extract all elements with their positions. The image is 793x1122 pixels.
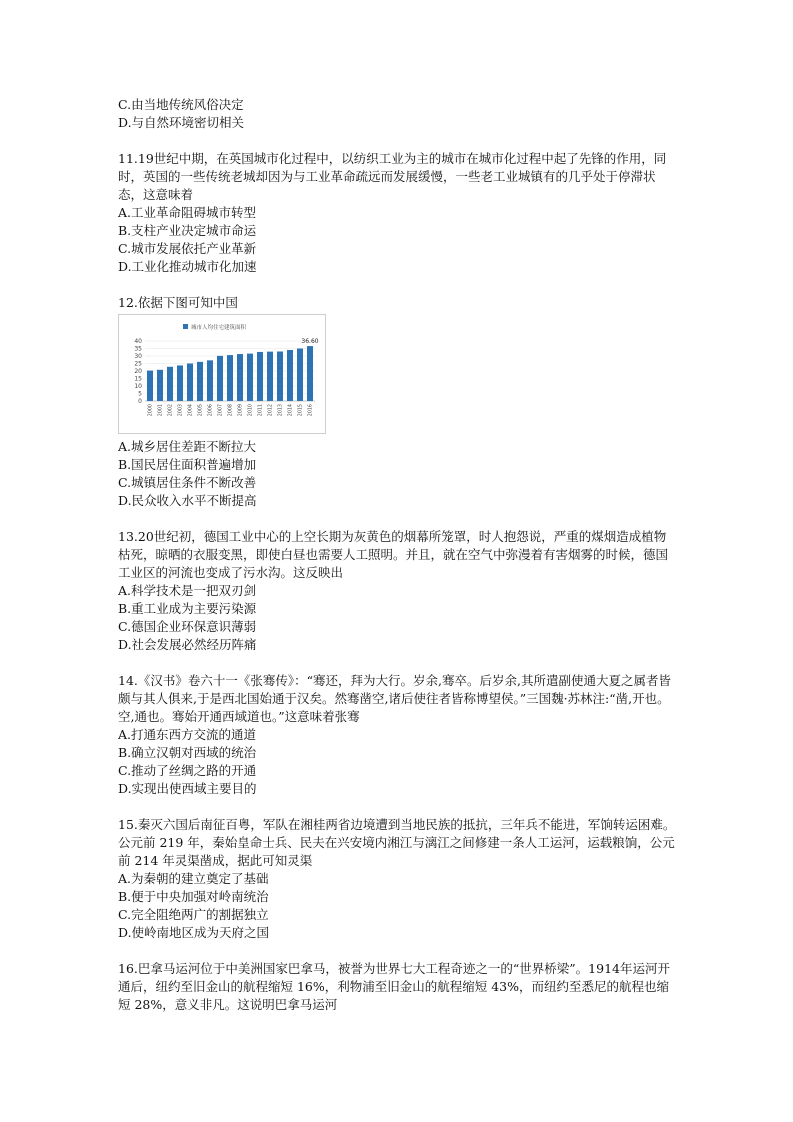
x-tick-label: 2016 — [308, 404, 314, 417]
exam-page — [118, 96, 678, 1014]
bar — [197, 362, 203, 401]
legend-label: 城市人均住宅建筑面积 — [191, 325, 247, 331]
q12-option-a: A.城乡居住差距不断拉大 — [118, 439, 257, 454]
q14-option-c: C.推动了丝绸之路的开通 — [118, 763, 257, 778]
y-tick-label: 25 — [134, 360, 142, 368]
housing-area-chart — [118, 314, 326, 434]
bar — [207, 360, 213, 401]
x-tick-label: 2013 — [278, 404, 284, 417]
y-tick-label: 5 — [138, 390, 142, 398]
y-tick-label: 20 — [134, 368, 142, 375]
x-tick-label: 2005 — [198, 404, 204, 417]
y-tick-label: 0 — [138, 398, 142, 405]
q14-option-b: B.确立汉朝对西域的统治 — [118, 745, 257, 760]
x-tick-label: 2008 — [228, 404, 234, 417]
x-tick-label: 2010 — [248, 404, 254, 417]
bar — [187, 364, 193, 402]
bar — [247, 354, 253, 401]
bar — [237, 354, 243, 401]
q15-option-b: B.便于中央加强对岭南统治 — [118, 889, 269, 904]
bar — [227, 355, 233, 401]
q13-stem: 13.20世纪初，德国工业中心的上空长期为灰黄色的烟幕所笼罩，时人抱怨说，严重的煤烟造成植物枯死，晾晒的衣服变黑，即使白昼也需要人工照明。并且，就在空气中弥漫着有害烟雾的时候，德国工业区的河流也变成了污水沟。这反映出 — [118, 529, 669, 580]
q13-option-b: B.重工业成为主要污染源 — [118, 601, 257, 616]
q12-option-b: B.国民居住面积普遍增加 — [118, 457, 257, 472]
q12-option-d: D.民众收入水平不断提高 — [118, 493, 257, 508]
q11-option-b: B.支柱产业决定城市命运 — [118, 223, 257, 238]
y-tick-label: 30 — [134, 353, 142, 360]
legend-swatch — [183, 324, 188, 329]
q15-option-c: C.完全阻绝两广的割据独立 — [118, 907, 269, 922]
bar — [257, 352, 263, 401]
q13-option-c: C.德国企业环保意识薄弱 — [118, 619, 257, 634]
q15-stem: 15.秦灭六国后南征百粤，军队在湘桂两省边境遭到当地民族的抵抗，三年兵不能进，军饷转运困难。公元前 219 年，秦始皇命士兵、民夫在兴安境内湘江与漓江之间修建一条人工运河，运载粮饷，公元前 214 年灵渠凿成，据此可知灵渠 — [118, 817, 676, 868]
q10-option-c: C.由当地传统风俗决定 — [118, 97, 244, 112]
bar — [147, 371, 153, 401]
bar — [277, 352, 283, 402]
q14-option-d: D.实现出使西域主要目的 — [118, 781, 257, 796]
bar-chart-svg — [119, 315, 325, 433]
x-tick-label: 2004 — [188, 404, 194, 417]
bar — [167, 367, 173, 401]
q13-option-a: A.科学技术是一把双刃剑 — [118, 583, 257, 598]
x-tick-label: 2006 — [208, 404, 214, 417]
x-tick-label: 2009 — [238, 404, 244, 417]
q11-option-d: D.工业化推动城市化加速 — [118, 259, 257, 274]
q15-option-a: A.为秦朝的建立奠定了基础 — [118, 871, 269, 886]
x-tick-label: 2002 — [168, 404, 174, 417]
bar — [157, 370, 163, 401]
q12-option-c: C.城镇居住条件不断改善 — [118, 475, 257, 490]
x-tick-label: 2003 — [178, 404, 184, 417]
q14-stem: 14.《汉书》卷六十一《张骞传》：“骞还，拜为大行。岁余,骞卒。后岁余,其所遣副使通大夏之属者皆颇与其人俱来,于是西北国始通于汉矣。然骞凿空,诸后使往者皆称博望侯。”三国魏·苏林注:“凿,开也。空,通也。骞始开通西域道也。”这意味着张骞 — [118, 673, 671, 724]
bar — [177, 365, 183, 401]
q12-stem: 12.依据下图可知中国 — [118, 295, 238, 310]
q10-option-d: D.与自然环境密切相关 — [118, 115, 245, 130]
x-tick-label: 2001 — [158, 404, 164, 417]
q14-option-a: A.打通东西方交流的通道 — [118, 727, 257, 742]
x-tick-label: 2012 — [268, 404, 274, 417]
q16-stem: 16.巴拿马运河位于中美洲国家巴拿马，被誉为世界七大工程奇迹之一的“世界桥梁”。1914年运河开通后，纽约至旧金山的航程缩短 16%，利物浦至旧金山的航程缩短 43%，而纽约至悉尼的航程也缩短 28%，意义非凡。这说明巴拿马运河 — [118, 961, 670, 1012]
x-tick-label: 2014 — [288, 404, 294, 417]
bar — [267, 352, 273, 401]
q11-option-a: A.工业革命阻碍城市转型 — [118, 205, 257, 220]
y-tick-label: 15 — [134, 375, 142, 383]
x-tick-label: 2011 — [258, 404, 264, 417]
bar — [217, 356, 223, 401]
x-tick-label: 2000 — [148, 404, 154, 417]
q13-option-d: D.社会发展必然经历阵痛 — [118, 637, 257, 652]
bar — [287, 350, 293, 401]
data-label: 36.60 — [301, 338, 319, 346]
x-tick-label: 2007 — [218, 404, 224, 417]
bar — [297, 349, 303, 402]
q11-stem: 11.19世纪中期，在英国城市化过程中，以纺织工业为主的城市在城市化过程中起了先锋的作用，同时，英国的一些传统老城却因为与工业革命疏远而发展缓慢，一些老工业城镇有的几乎处于停滞状态，这意味着 — [118, 151, 667, 202]
x-tick-label: 2015 — [298, 404, 304, 417]
q11-option-c: C.城市发展依托产业革新 — [118, 241, 257, 256]
q15-option-d: D.使岭南地区成为天府之国 — [118, 925, 270, 940]
y-tick-label: 35 — [134, 345, 142, 353]
bar — [307, 346, 313, 401]
y-tick-label: 40 — [134, 338, 142, 345]
y-tick-label: 10 — [134, 383, 142, 390]
